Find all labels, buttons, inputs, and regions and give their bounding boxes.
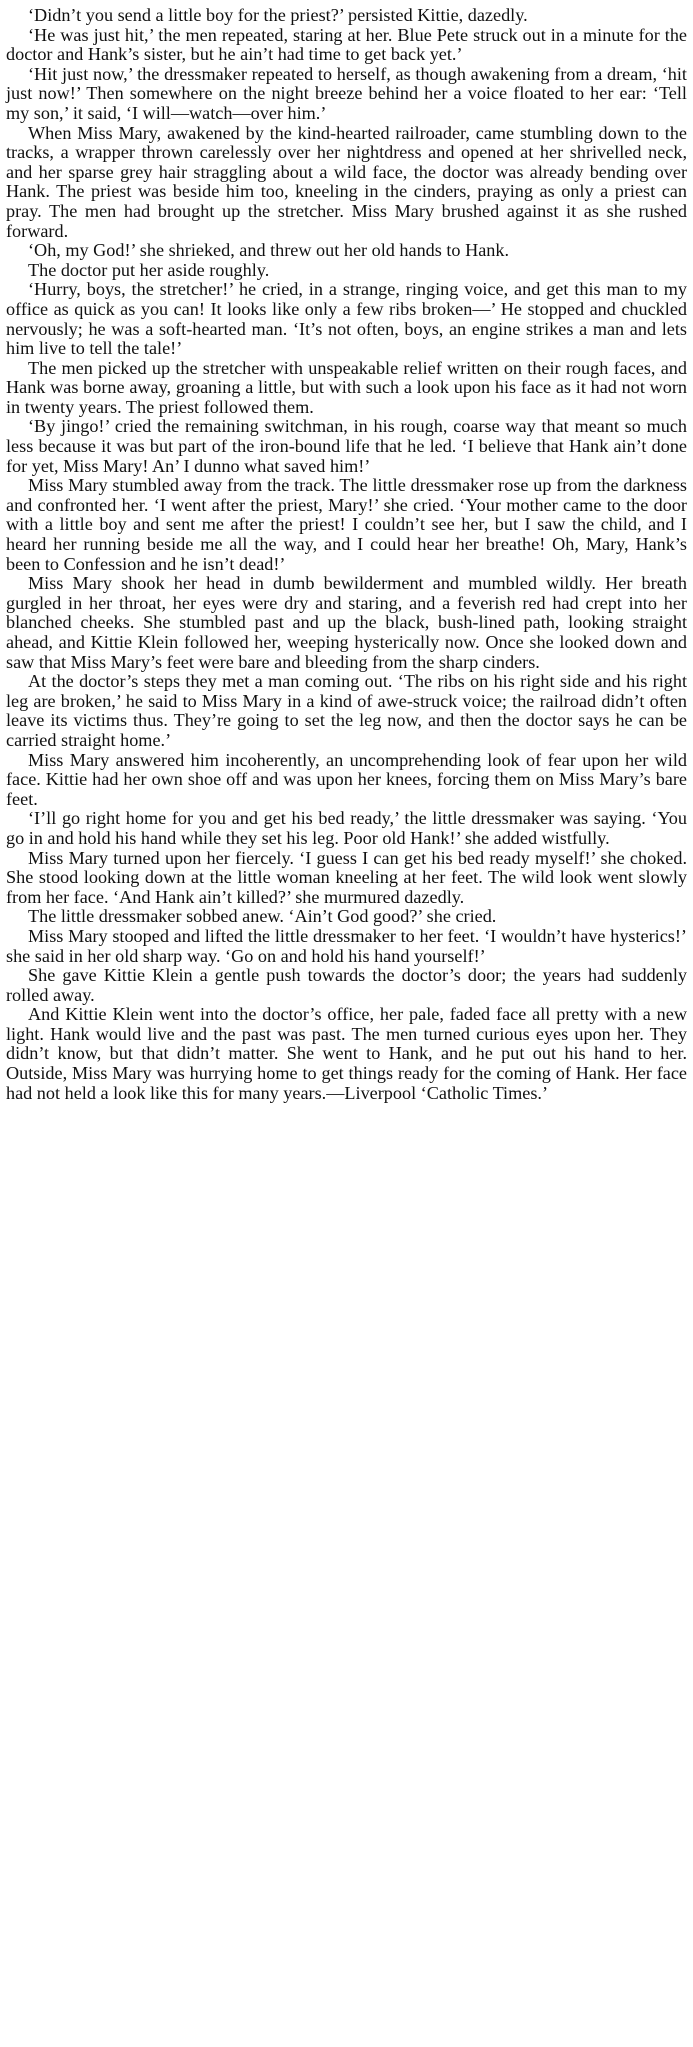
paragraph: ‘Hit just now,’ the dressmaker repeated to herself, as though awakening from a dream, ‘hit just now!’ Then somewhere on the night breeze behind her a voice floated to her ear: ‘Tell my son,’ it said, ‘I will—watch—over him.’ <box>6 63 687 123</box>
paragraph: ‘I’ll go right home for you and get his bed ready,’ the little dressmaker was saying. ‘You go in and hold his hand while they set his leg. Poor old Hank!’ she added wistfully. <box>6 808 687 848</box>
story-column <box>6 6 687 1103</box>
paragraph: ‘Hurry, boys, the stretcher!’ he cried, in a strange, ringing voice, and get this man to my office as quick as you can! It looks like only a few ribs broken—’ He stopped and chuckled nervously; he was a soft-hearted man. ‘It’s not often, boys, an engine strikes a man and lets him live to tell the tale!’ <box>6 279 687 359</box>
paragraph: The men picked up the stretcher with unspeakable relief written on their rough faces, and Hank was borne away, groaning a little, but with such a look upon his face as it had not worn in twenty years. The priest followed them. <box>6 357 687 417</box>
paragraph: Miss Mary stooped and lifted the little dressmaker to her feet. ‘I wouldn’t have hysterics!’ she said in her old sharp way. ‘Go on and hold his hand yourself!’ <box>6 925 687 966</box>
paragraph: When Miss Mary, awakened by the kind-hearted railroader, came stumbling down to the tracks, a wrapper thrown carelessly over her nightdress and opened at her shrivelled neck, and her sparse grey hair straggling about a wild face, the doctor was already bending over Hank. The priest was beside him too, kneeling in the cinders, praying as only a priest can pray. The men had brought up the stretcher. Miss Mary brushed against it as she rushed forward. <box>6 122 687 241</box>
paragraph: ‘Didn’t you send a little boy for the priest?’ persisted Kittie, dazedly. <box>28 5 528 25</box>
paragraph: Miss Mary shook her head in dumb bewilderment and mumbled wildly. Her breath gurgled in her throat, her eyes were dry and staring, and a feverish red had crept into her blanched cheeks. She stumbled past and up the black, bush-lined path, looking straight ahead, and Kittie Klein followed her, weeping hysterically now. Once she looked down and saw that Miss Mary’s feet were bare and bleeding from the sharp cinders. <box>6 573 687 672</box>
paragraph: Miss Mary turned upon her fiercely. ‘I guess I can get his bed ready myself!’ she choked. She stood looking down at the little woman kneeling at her feet. The wild look went slowly from her face. ‘And Hank ain’t killed?’ she murmured dazedly. <box>6 847 687 907</box>
paragraph: ‘By jingo!’ cried the remaining switchman, in his rough, coarse way that meant so much less because it was but part of the iron-bound life that he led. ‘I believe that Hank ain’t done for yet, Miss Mary! An’ I dunno what saved him!’ <box>6 416 687 476</box>
paragraph: ‘Oh, my God!’ she shrieked, and threw out her old hands to Hank. <box>28 240 510 261</box>
paragraph: The doctor put her aside roughly. <box>28 259 270 280</box>
paragraph: She gave Kittie Klein a gentle push towards the doctor’s door; the years had suddenly rolled away. <box>6 965 687 1005</box>
paragraph: ‘He was just hit,’ the men repeated, staring at her. Blue Pete struck out in a minute for the doctor and Hank’s sister, but he ain’t had time to get back yet.’ <box>6 24 687 65</box>
paragraph: At the doctor’s steps they met a man coming out. ‘The ribs on his right side and his right leg are broken,’ he said to Miss Mary in a kind of awe-struck voice; the railroad didn’t often leave its victims thus. They’re going to set the leg now, and then the doctor says he can be carried straight home.’ <box>6 671 687 750</box>
paragraph: And Kittie Klein went into the doctor’s office, her pale, faded face all pretty with a new light. Hank would live and the past was past. The men turned curious eyes upon her. They didn’t know, but that didn’t matter. She went to Hank, and he put out his hand to her. Outside, Miss Mary was hurrying home to get things ready for the coming of Hank. Her face had not held a look like this for many years.—Liverpool ‘Catholic Times.’ <box>6 1004 687 1103</box>
paragraph: Miss Mary stumbled away from the track. The little dressmaker rose up from the darkness and confronted her. ‘I went after the priest, Mary!’ she cried. ‘Your mother came to the door with a little boy and sent me after the priest! I couldn’t see her, but I saw the child, and I heard her running beside me all the way, and I could hear her breathe! Oh, Mary, Hank’s been to Confession and he isn’t dead!’ <box>6 475 687 574</box>
paragraph: Miss Mary answered him incoherently, an uncomprehending look of fear upon her wild face. Kittie had her own shoe off and was upon her knees, forcing them on Miss Mary’s bare feet. <box>6 749 687 809</box>
paragraph: The little dressmaker sobbed anew. ‘Ain’t God good?’ she cried. <box>28 906 497 927</box>
